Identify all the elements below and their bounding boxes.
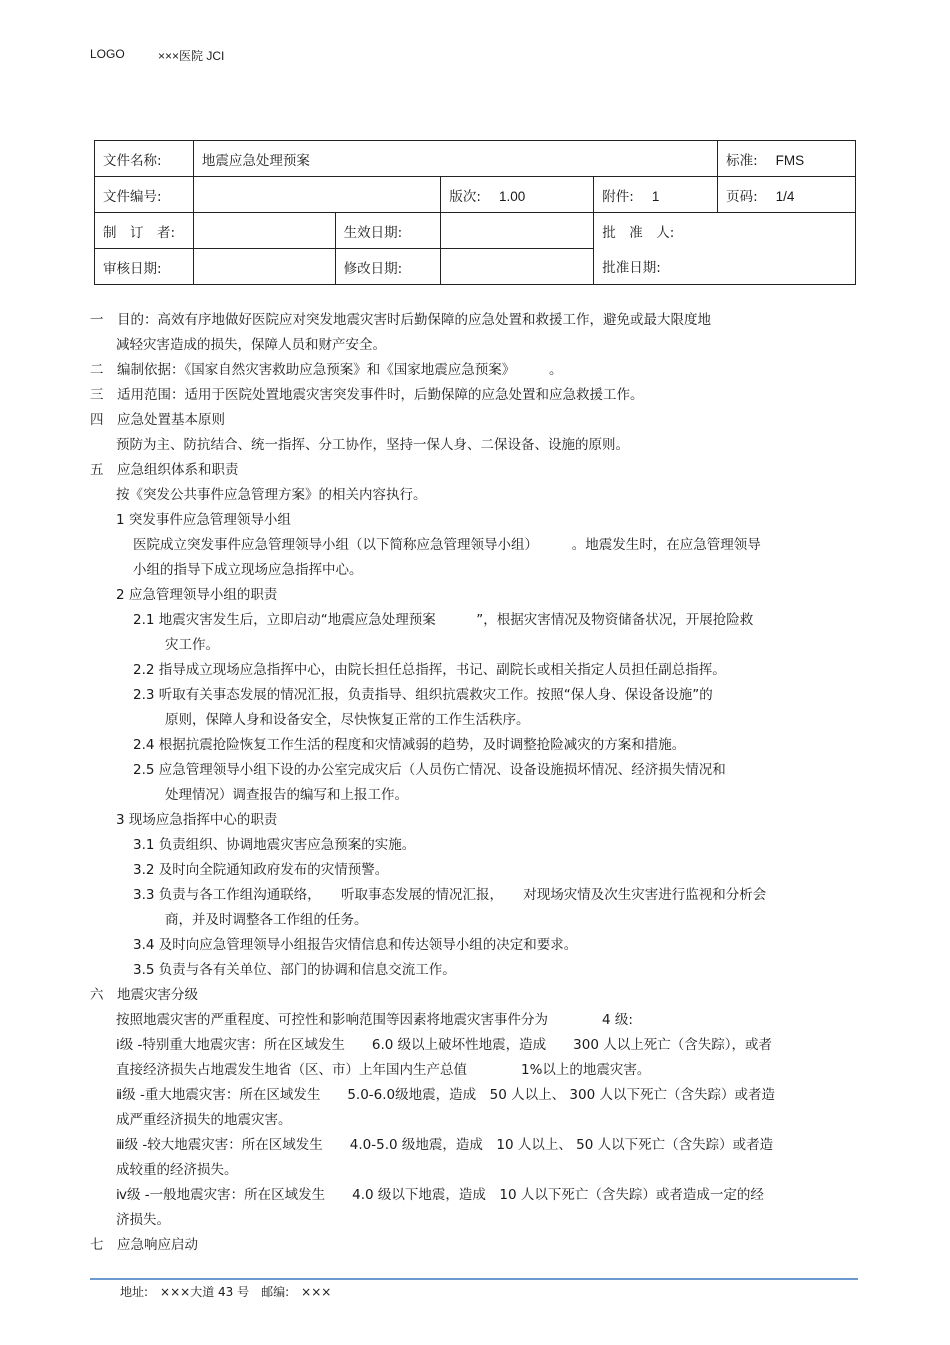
- section-4-text: 预防为主、防抗结合、统一指挥、分工协作，坚持一保人身、二保设备、设施的原则。: [116, 437, 629, 453]
- section-5-text: 按《突发公共事件应急管理方案》的相关内容执行。: [116, 487, 427, 503]
- approver-label: 批 准 人:: [594, 213, 856, 249]
- subsection-3-heading: 3 现场应急指挥中心的职责: [116, 812, 278, 828]
- section-1-purpose: 一 目的：高效有序地做好医院应对突发地震灾害时后勤保障的应急处置和救援工作，避免或最大限度地: [90, 312, 711, 328]
- item-3-5: 3.5 负责与各有关单位、部门的协调和信息交流工作。: [133, 962, 456, 978]
- item-2-4: 2.4 根据抗震抢险恢复工作生活的程度和灾情减弱的趋势，及时调整抢险减灾的方案和措施。: [133, 737, 686, 753]
- section-7-heading: 七 应急响应启动: [90, 1237, 198, 1253]
- item-2-2: 2.2 指导成立现场应急指挥中心，由院长担任总指挥，书记、副院长或相关指定人员担任副总指挥。: [133, 662, 726, 678]
- file-no-label: 文件编号:: [95, 177, 194, 213]
- item-3-4: 3.4 及时向应急管理领导小组报告灾情信息和传达领导小组的决定和要求。: [133, 937, 578, 953]
- review-date-value: [193, 249, 335, 285]
- file-name-value: 地震应急处理预案: [193, 141, 717, 177]
- level-2-text: ⅱ级 -重大地震灾害：所在区域发生 5.0-6.0级地震，造成 50 人以上、 300 人以下死亡（含失踪）或者造: [116, 1087, 775, 1103]
- version-cell: [441, 177, 594, 213]
- review-date-label: 审核日期:: [95, 249, 194, 285]
- approve-date-label: 批准日期:: [594, 249, 856, 285]
- hospital-name: ×××医院 JCI: [158, 49, 225, 63]
- item-3-1: 3.1 负责组织、协调地震灾害应急预案的实施。: [133, 837, 416, 853]
- author-value: [193, 213, 335, 249]
- section-4-heading: 四 应急处置基本原则: [90, 412, 225, 428]
- attachment-value: 1: [651, 188, 660, 204]
- level-3-text-cont: 成较重的经济损失。: [116, 1162, 238, 1178]
- page-value: 1/4: [775, 188, 795, 204]
- attachment-label: 附件:: [602, 188, 634, 205]
- page-cell: [718, 177, 856, 213]
- file-name-label: 文件名称:: [95, 141, 194, 177]
- logo-text: LOGO: [90, 47, 125, 61]
- file-no-value: [193, 177, 441, 213]
- modify-date-label: 修改日期:: [335, 249, 441, 285]
- footer-address: 地址: ×××大道 43 号 邮编: ×××: [120, 1285, 332, 1299]
- level-4-text-cont: 济损失。: [116, 1212, 170, 1228]
- section-6-intro: 按照地震灾害的严重程度、可控性和影响范围等因素将地震灾害事件分为 4 级:: [116, 1012, 633, 1028]
- attachment-cell: [594, 177, 718, 213]
- document-meta-table: [94, 140, 856, 285]
- author-label: 制 订 者:: [95, 213, 194, 249]
- section-2-basis: 二 编制依据：《国家自然灾害救助应急预案》和《国家地震应急预案》 。: [90, 362, 563, 378]
- page-label: 页码:: [726, 188, 758, 205]
- section-1-purpose-cont: 减轻灾害造成的损失，保障人员和财产安全。: [116, 337, 386, 353]
- level-2-text-cont: 成严重经济损失的地震灾害。: [116, 1112, 292, 1128]
- item-2-1: 2.1 地震灾害发生后，立即启动“地震应急处理预案 ”，根据灾害情况及物资储备状况，开展抢险救: [133, 612, 754, 628]
- item-2-3: 2.3 听取有关事态发展的情况汇报，负责指导、组织抗震救灾工作。按照“保人身、保设备设施”的: [133, 687, 713, 703]
- version-value: 1.00: [498, 188, 526, 204]
- section-3-scope: 三 适用范围：适用于医院处置地震灾害突发事件时，后勤保障的应急处置和应急救援工作。: [90, 387, 644, 403]
- level-1-text-cont: 直接经济损失占地震发生地省（区、市）上年国内生产总值 1%以上的地震灾害。: [116, 1062, 651, 1078]
- level-4-text: ⅳ级 -一般地震灾害：所在区域发生 4.0 级以下地震，造成 10 人以下死亡（含失踪）或者造成一定的经: [116, 1187, 764, 1203]
- effective-date-label: 生效日期:: [335, 213, 441, 249]
- version-label: 版次:: [449, 188, 481, 205]
- level-1-text: ⅰ级 -特别重大地震灾害：所在区域发生 6.0 级以上破坏性地震，造成 300 人以上死亡（含失踪），或者: [116, 1037, 772, 1053]
- subsection-1-text: 医院成立突发事件应急管理领导小组（以下简称应急管理领导小组） 。地震发生时，在应急管理领导: [133, 537, 761, 553]
- level-3-text: ⅲ级 -较大地震灾害：所在区域发生 4.0-5.0 级地震，造成 10 人以上、 50 人以下死亡（含失踪）或者造: [116, 1137, 774, 1153]
- standard-label: 标准:: [726, 152, 758, 169]
- section-5-heading: 五 应急组织体系和职责: [90, 462, 239, 478]
- item-3-3-cont: 商，并及时调整各工作组的任务。: [165, 912, 368, 928]
- subsection-1-heading: 1 突发事件应急管理领导小组: [116, 512, 291, 528]
- item-2-1-cont: 灾工作。: [165, 637, 219, 653]
- standard-cell: [718, 141, 856, 177]
- modify-date-value: [441, 249, 594, 285]
- section-6-heading: 六 地震灾害分级: [90, 987, 198, 1003]
- item-2-3-cont: 原则，保障人身和设备安全，尽快恢复正常的工作生活秩序。: [165, 712, 530, 728]
- effective-date-value: [441, 213, 594, 249]
- subsection-2-heading: 2 应急管理领导小组的职责: [116, 587, 278, 603]
- subsection-1-text-cont: 小组的指导下成立现场应急指挥中心。: [133, 562, 363, 578]
- item-3-3: 3.3 负责与各工作组沟通联络， 听取事态发展的情况汇报， 对现场灾情及次生灾害进行监视和分析会: [133, 887, 767, 903]
- item-3-2: 3.2 及时向全院通知政府发布的灾情预警。: [133, 862, 389, 878]
- item-2-5: 2.5 应急管理领导小组下设的办公室完成灾后（人员伤亡情况、设备设施损坏情况、经济损失情况和: [133, 762, 726, 778]
- footer-divider: [90, 1278, 858, 1280]
- item-2-5-cont: 处理情况）调查报告的编写和上报工作。: [165, 787, 408, 803]
- standard-value: FMS: [775, 152, 805, 168]
